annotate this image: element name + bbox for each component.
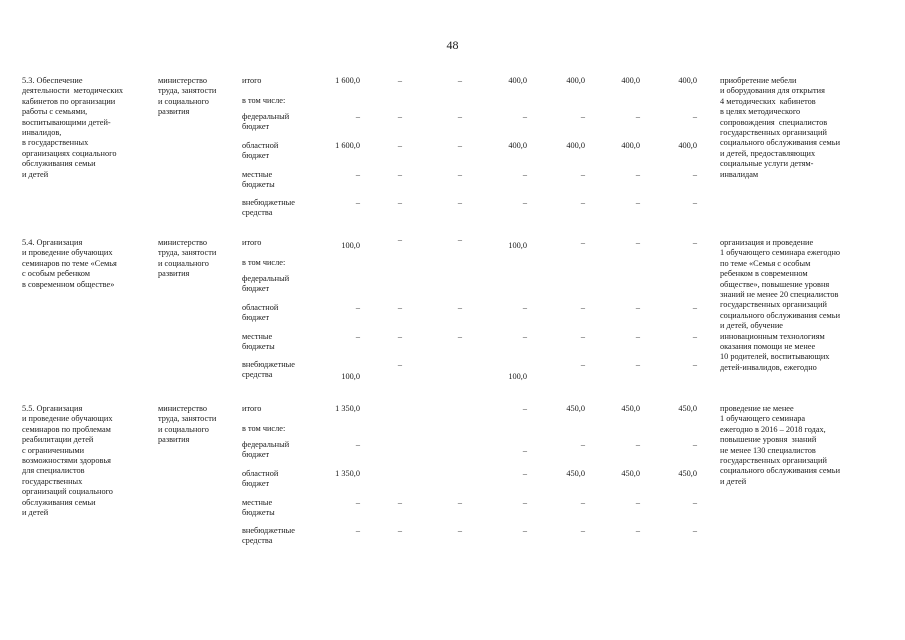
amount-cell: – bbox=[355, 332, 360, 341]
amount-cell: – bbox=[692, 332, 697, 341]
measure-title-line: для специалистов bbox=[22, 466, 85, 476]
funding-source-label: областной бюджет bbox=[242, 469, 279, 489]
amount-cell: 100,0 bbox=[508, 241, 527, 250]
result-line: социального обслуживания семьи bbox=[720, 138, 841, 148]
amount-cell: – bbox=[397, 332, 403, 341]
amount-cell: 450,0 bbox=[678, 469, 697, 478]
measure-title-line: организациях социального bbox=[22, 148, 117, 158]
amount-cell: – bbox=[397, 360, 403, 369]
executor-line: развития bbox=[158, 269, 190, 279]
measure-title-line: кабинетов по организации bbox=[22, 96, 116, 106]
amount-cell: 1 600,0 bbox=[335, 141, 360, 150]
amount-cell: – bbox=[457, 198, 463, 207]
amount-cell: – bbox=[522, 498, 527, 507]
measure-title-line: и детей bbox=[22, 169, 49, 179]
result-line: оказания помощи не менее bbox=[720, 342, 816, 351]
amount-cell: – bbox=[635, 303, 640, 312]
amount-cell: 100,0 bbox=[341, 241, 360, 250]
amount-cell: 450,0 bbox=[621, 404, 640, 413]
amount-cell: – bbox=[635, 238, 640, 247]
result-line: сопровождения специалистов bbox=[720, 117, 828, 127]
result-line: повышение уровня знаний bbox=[720, 435, 817, 445]
funding-source-label: местные бюджеты bbox=[242, 332, 275, 352]
executor-line: развития bbox=[158, 107, 190, 117]
funding-source-label: областной бюджет bbox=[242, 141, 279, 161]
amount-cell: – bbox=[457, 332, 463, 341]
funding-source-label: областной бюджет bbox=[242, 303, 279, 323]
amount-cell: – bbox=[580, 112, 585, 121]
amount-cell: – bbox=[635, 526, 640, 535]
amount-cell: – bbox=[522, 303, 527, 312]
amount-cell: 400,0 bbox=[678, 76, 697, 85]
amount-cell: 450,0 bbox=[566, 469, 585, 478]
amount-cell: – bbox=[580, 498, 585, 507]
executor-line: и социального bbox=[158, 96, 209, 106]
result-line: организация и проведение bbox=[720, 238, 814, 247]
funding-source-label: местные бюджеты bbox=[242, 170, 275, 190]
amount-cell: – bbox=[692, 170, 697, 179]
result-line: социальные услуги детям- bbox=[720, 159, 814, 169]
amount-cell: – bbox=[457, 526, 463, 535]
funding-source-label: внебюджетные средства bbox=[242, 360, 295, 380]
executor-line: министерство bbox=[158, 76, 208, 85]
amount-cell: 400,0 bbox=[566, 141, 585, 150]
amount-cell: 1 350,0 bbox=[335, 469, 360, 478]
executor-line: труда, занятости bbox=[158, 86, 217, 96]
measure-title-line: 5.4. Организация bbox=[22, 238, 83, 247]
amount-cell: – bbox=[457, 141, 463, 150]
amount-cell: – bbox=[635, 440, 640, 449]
amount-cell: – bbox=[355, 303, 360, 312]
amount-cell: – bbox=[457, 498, 463, 507]
executor-line: труда, занятости bbox=[158, 248, 217, 258]
result-line: 10 родителей, воспитывающих bbox=[720, 352, 830, 362]
amount-cell: – bbox=[397, 141, 403, 150]
result-line: по теме «Семья с особым bbox=[720, 258, 811, 268]
amount-cell: – bbox=[397, 198, 403, 207]
executor-line: министерство bbox=[158, 404, 208, 413]
amount-cell: – bbox=[635, 198, 640, 207]
amount-cell: – bbox=[355, 112, 360, 121]
funding-source-label: итого bbox=[242, 404, 262, 413]
amount-cell: – bbox=[692, 303, 697, 312]
measure-title-line: семинаров по проблемам bbox=[22, 424, 111, 434]
amount-cell: 400,0 bbox=[508, 141, 527, 150]
measure-title-line: в современном обществе» bbox=[22, 279, 115, 289]
amount-cell: – bbox=[522, 526, 527, 535]
amount-cell: – bbox=[635, 170, 640, 179]
amount-cell: – bbox=[635, 360, 640, 369]
amount-cell: – bbox=[692, 526, 697, 535]
measure-title-line: воспитывающими детей- bbox=[22, 117, 111, 127]
executor-line: министерство bbox=[158, 238, 208, 247]
result-line: детей-инвалидов, ежегодно bbox=[720, 362, 817, 372]
amount-cell: – bbox=[355, 440, 360, 449]
result-line: инвалидам bbox=[720, 169, 759, 179]
amount-cell: 1 350,0 bbox=[335, 404, 360, 413]
measure-title-line: 5.5. Организация bbox=[22, 404, 83, 413]
result-line: социального обслуживания семьи bbox=[720, 310, 841, 320]
measure-title-line: обслуживания семьи bbox=[22, 159, 96, 169]
measure-title-line: и проведение обучающих bbox=[22, 248, 113, 258]
amount-cell: 450,0 bbox=[621, 469, 640, 478]
amount-cell: – bbox=[397, 526, 403, 535]
page-number: 48 bbox=[446, 38, 459, 52]
amount-cell: – bbox=[397, 498, 403, 507]
funding-source-label: в том числе: bbox=[242, 96, 286, 105]
measure-title-line: семинаров по теме «Семья bbox=[22, 258, 117, 268]
result-line: инновационным технологиям bbox=[720, 331, 825, 341]
funding-source-label: внебюджетные средства bbox=[242, 526, 295, 546]
amount-cell: 100,0 bbox=[341, 372, 360, 381]
amount-cell: – bbox=[397, 76, 403, 85]
amount-cell: 400,0 bbox=[621, 76, 640, 85]
executor-line: развития bbox=[158, 435, 190, 445]
amount-cell: – bbox=[522, 198, 527, 207]
measure-title-line: организаций социального bbox=[22, 487, 113, 497]
amount-cell: 400,0 bbox=[508, 76, 527, 85]
amount-cell: – bbox=[522, 170, 527, 179]
result-line: 1 обучающего семинара ежегодно bbox=[720, 248, 841, 258]
amount-cell: – bbox=[692, 440, 697, 449]
amount-cell: – bbox=[522, 446, 527, 455]
measure-title-line: в государственных bbox=[22, 138, 89, 148]
amount-cell: – bbox=[580, 526, 585, 535]
amount-cell: – bbox=[635, 498, 640, 507]
result-line: и детей, обучение bbox=[720, 321, 783, 331]
result-line: и оборудования для открытия bbox=[720, 86, 825, 96]
amount-cell: – bbox=[522, 469, 527, 478]
amount-cell: – bbox=[355, 498, 360, 507]
measure-title-line: государственных bbox=[22, 476, 83, 486]
amount-cell: – bbox=[635, 112, 640, 121]
measure-title-line: деятельности методических bbox=[22, 86, 124, 96]
amount-cell: 400,0 bbox=[621, 141, 640, 150]
result-line: социального обслуживания семьи bbox=[720, 466, 841, 476]
result-line: государственных организаций bbox=[720, 128, 827, 137]
result-line: государственных организаций bbox=[720, 300, 827, 310]
result-line: 4 методических кабинетов bbox=[720, 96, 816, 106]
result-line: не менее 130 специалистов bbox=[720, 445, 816, 455]
amount-cell: – bbox=[457, 170, 463, 179]
amount-cell: – bbox=[692, 198, 697, 207]
result-line: знаний не менее 20 специалистов bbox=[720, 290, 839, 299]
result-line: ежегодно в 2016 – 2018 годах, bbox=[720, 424, 826, 434]
funding-source-label: в том числе: bbox=[242, 424, 286, 433]
executor-line: и социального bbox=[158, 424, 209, 434]
amount-cell: 1 600,0 bbox=[335, 76, 360, 85]
amount-cell: – bbox=[522, 112, 527, 121]
result-line: 1 обучающего семинара bbox=[720, 414, 806, 424]
amount-cell: 400,0 bbox=[678, 141, 697, 150]
amount-cell: – bbox=[580, 238, 585, 247]
amount-cell: – bbox=[692, 360, 697, 369]
funding-source-label: федеральный бюджет bbox=[242, 440, 290, 460]
amount-cell: – bbox=[397, 235, 403, 244]
measure-title-line: работы с семьями, bbox=[22, 107, 88, 117]
result-line: обществе», повышение уровня bbox=[720, 279, 830, 289]
amount-cell: – bbox=[397, 303, 403, 312]
amount-cell: – bbox=[522, 332, 527, 341]
amount-cell: – bbox=[397, 170, 403, 179]
amount-cell: 450,0 bbox=[566, 404, 585, 413]
result-line: и детей bbox=[720, 476, 747, 486]
amount-cell: – bbox=[692, 112, 697, 121]
amount-cell: – bbox=[580, 440, 585, 449]
amount-cell: 100,0 bbox=[508, 372, 527, 381]
amount-cell: – bbox=[457, 112, 463, 121]
measure-title-line: и проведение обучающих bbox=[22, 414, 113, 424]
amount-cell: – bbox=[355, 198, 360, 207]
measure-title-line: возможностями здоровья bbox=[22, 456, 111, 465]
amount-cell: – bbox=[355, 526, 360, 535]
result-line: и детей, предоставляющих bbox=[720, 148, 816, 158]
amount-cell: – bbox=[457, 303, 463, 312]
funding-source-label: местные бюджеты bbox=[242, 498, 275, 518]
funding-source-label: итого bbox=[242, 238, 262, 247]
measure-title-line: реабилитации детей bbox=[22, 435, 94, 445]
amount-cell: – bbox=[522, 404, 527, 413]
amount-cell: – bbox=[355, 170, 360, 179]
amount-cell: – bbox=[580, 198, 585, 207]
amount-cell: 400,0 bbox=[566, 76, 585, 85]
amount-cell: – bbox=[457, 76, 463, 85]
funding-source-label: внебюджетные средства bbox=[242, 198, 295, 218]
measure-title-line: обслуживания семьи bbox=[22, 497, 96, 507]
executor-line: труда, занятости bbox=[158, 414, 217, 424]
executor-line: и социального bbox=[158, 258, 209, 268]
result-line: ребенком в современном bbox=[720, 269, 808, 279]
funding-source-label: федеральный бюджет bbox=[242, 274, 290, 294]
result-line: в целях методического bbox=[720, 107, 801, 117]
result-line: приобретение мебели bbox=[720, 76, 797, 85]
measure-title-line: с ограниченными bbox=[22, 445, 85, 455]
measure-title-line: с особым ребенком bbox=[22, 269, 90, 279]
funding-source-label: федеральный бюджет bbox=[242, 112, 290, 132]
measure-title-line: 5.3. Обеспечение bbox=[22, 76, 83, 85]
amount-cell: – bbox=[635, 332, 640, 341]
amount-cell: – bbox=[457, 235, 463, 244]
amount-cell: – bbox=[580, 170, 585, 179]
amount-cell: – bbox=[580, 360, 585, 369]
amount-cell: – bbox=[692, 498, 697, 507]
measure-title-line: инвалидов, bbox=[22, 128, 62, 137]
measure-title-line: и детей bbox=[22, 508, 49, 517]
result-line: проведение не менее bbox=[720, 404, 794, 413]
amount-cell: – bbox=[692, 238, 697, 247]
amount-cell: – bbox=[580, 303, 585, 312]
amount-cell: 450,0 bbox=[678, 404, 697, 413]
funding-source-label: итого bbox=[242, 76, 262, 85]
amount-cell: – bbox=[580, 332, 585, 341]
amount-cell: – bbox=[397, 112, 403, 121]
funding-source-label: в том числе: bbox=[242, 258, 286, 267]
result-line: государственных организаций bbox=[720, 456, 827, 465]
